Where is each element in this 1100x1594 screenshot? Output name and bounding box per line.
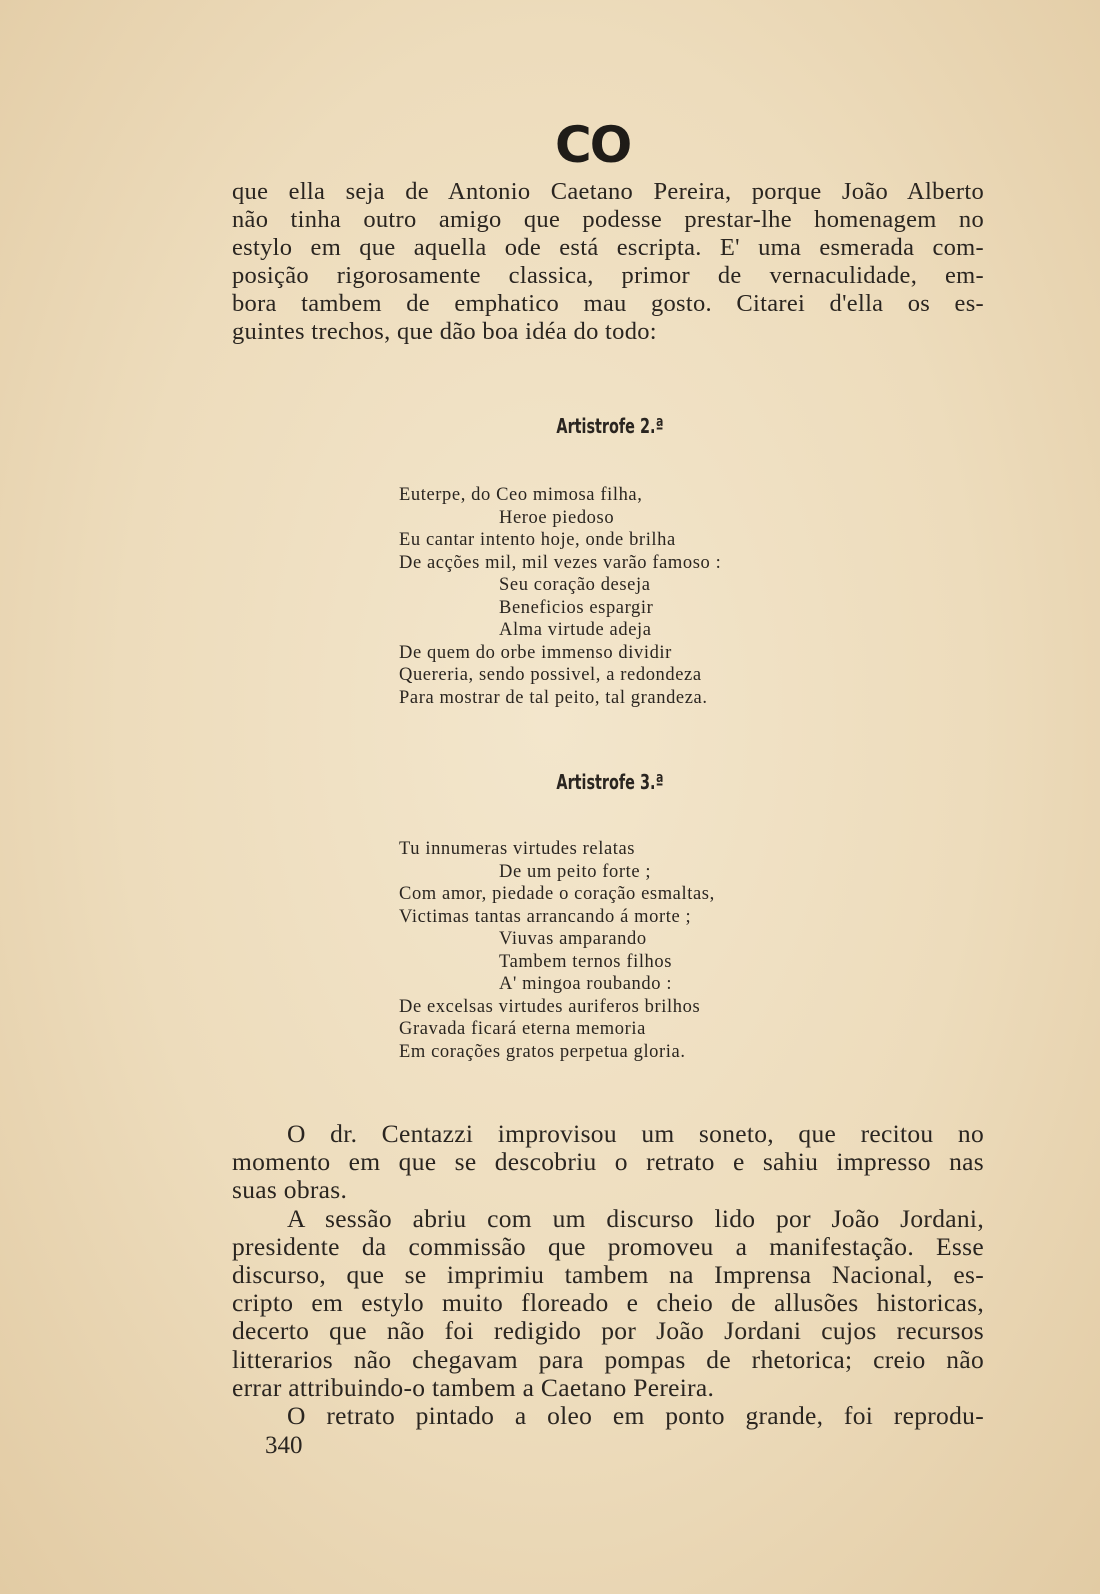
closing-line: presidente da commissão que promoveu a manifestação. Esse bbox=[232, 1231, 984, 1261]
verse-line: Euterpe, do Ceo mimosa filha, bbox=[399, 485, 643, 505]
strophe-2-heading: Artistrofe 2.ª bbox=[556, 414, 664, 438]
closing-line: cripto em estylo muito floreado e cheio de allusões historicas, bbox=[232, 1288, 984, 1318]
intro-line: não tinha outro amigo que podesse prestar-lhe homenagem no bbox=[232, 206, 984, 233]
closing-line: O retrato pintado a oleo em ponto grande, foi reprodu- bbox=[287, 1401, 984, 1431]
verse-line: Victimas tantas arrancando á morte ; bbox=[399, 906, 692, 927]
closing-paragraphs bbox=[232, 1120, 984, 1430]
verse-line: Tu innumeras virtudes relatas bbox=[399, 839, 636, 859]
verse-line: Para mostrar de tal peito, tal grandeza. bbox=[399, 687, 708, 708]
verse-line: Gravada ficará eterna memoria bbox=[399, 1019, 646, 1039]
intro-line: que ella seja de Antonio Caetano Pereira, porque João Alberto bbox=[232, 178, 984, 205]
closing-line: litterarios não chegavam para pompas de rhetorica; creio não bbox=[232, 1344, 984, 1374]
verse-line: De um peito forte ; bbox=[499, 861, 652, 882]
page-number: 340 bbox=[265, 1432, 303, 1459]
intro-paragraph bbox=[232, 178, 984, 346]
intro-line: bora tambem de emphatico mau gosto. Citarei d'ella os es- bbox=[232, 290, 984, 317]
verse-line: De excelsas virtudes auriferos brilhos bbox=[399, 996, 701, 1017]
verse-line: Heroe piedoso bbox=[499, 507, 615, 528]
strophe-3-verse bbox=[399, 838, 715, 1063]
verse-line: A' mingoa roubando : bbox=[499, 974, 673, 994]
header-ornament: CO bbox=[555, 116, 631, 174]
closing-line: decerto que não foi redigido por João Jordani cujos recursos bbox=[232, 1316, 984, 1346]
verse-line: Seu coração deseja bbox=[499, 575, 651, 595]
closing-line: A sessão abriu com um discurso lido por João Jordani, bbox=[287, 1203, 984, 1233]
verse-line: Beneficios espargir bbox=[499, 597, 654, 618]
closing-line: discurso, que se imprimiu tambem na Imprensa Nacional, es- bbox=[232, 1260, 984, 1290]
intro-line: estylo em que aquella ode está escripta. E' uma esmerada com- bbox=[232, 234, 984, 261]
verse-line: De quem do orbe immenso dividir bbox=[399, 642, 672, 663]
verse-line: Quereria, sendo possivel, a redondeza bbox=[399, 665, 702, 685]
closing-line: errar attribuindo-o tambem a Caetano Pereira. bbox=[232, 1372, 715, 1402]
intro-line: posição rigorosamente classica, primor de vernaculidade, em- bbox=[232, 262, 984, 289]
verse-line: Tambem ternos filhos bbox=[499, 951, 673, 972]
closing-line: momento em que se descobriu o retrato e sahiu impresso nas bbox=[232, 1147, 984, 1177]
closing-line: suas obras. bbox=[232, 1175, 348, 1205]
verse-line: Viuvas amparando bbox=[499, 929, 647, 949]
verse-line: Alma virtude adeja bbox=[499, 620, 652, 640]
verse-line: Com amor, piedade o coração esmaltas, bbox=[399, 884, 715, 904]
verse-line: Em corações gratos perpetua gloria. bbox=[399, 1041, 686, 1062]
verse-line: Eu cantar intento hoje, onde brilha bbox=[399, 530, 676, 550]
strophe-3-heading: Artistrofe 3.ª bbox=[556, 770, 664, 794]
intro-line: guintes trechos, que dão boa idéa do todo: bbox=[232, 318, 657, 345]
strophe-2-verse bbox=[399, 484, 721, 709]
closing-line: O dr. Centazzi improvisou um soneto, que recitou no bbox=[287, 1119, 984, 1148]
verse-line: De acções mil, mil vezes varão famoso : bbox=[399, 552, 722, 573]
